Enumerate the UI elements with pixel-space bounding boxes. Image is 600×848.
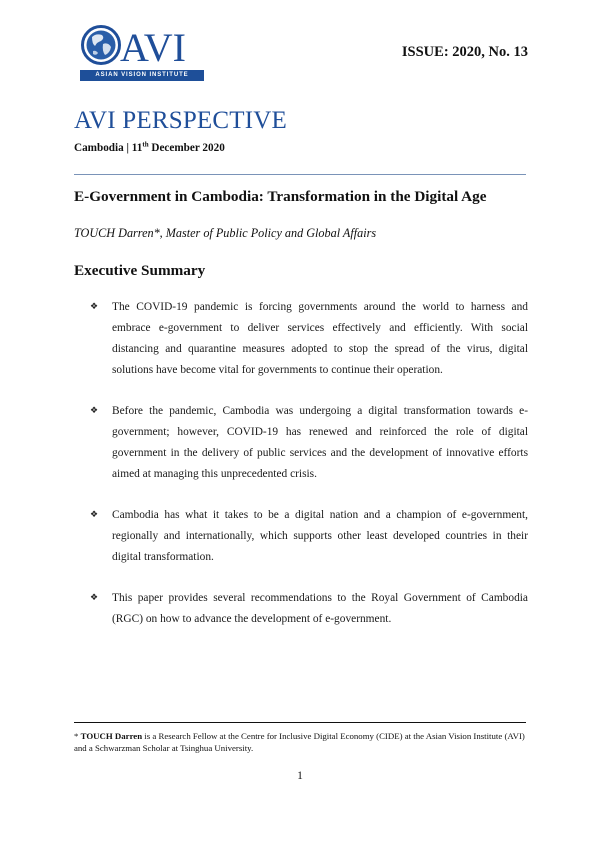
diamond-bullet-icon: ❖ [90,510,99,520]
diamond-bullet-icon: ❖ [90,302,99,312]
header-divider [74,174,526,175]
list-item-text: Before the pandemic, Cambodia was undergoing a digital transformation towards e-government; however, COVID-19 has renewed and reinforced the role of digital government in the delivery of public services and the development of innovative efforts aimed at managing this unprecedented crisis. [112,405,528,480]
issue-number: ISSUE: 2020, No. 13 [401,44,528,60]
footnote-text: is a Research Fellow at the Centre for Inclusive Digital Economy (CIDE) at the Asian Vision Institute (AVI) and a Schwarzman Scholar at Tsinghua University. [74,731,525,753]
list-item-text: Cambodia has what it takes to be a digital nation and a champion of e-government, regionally and internationally, which supports other least developed countries in their digital transformation. [112,509,528,563]
list-item [90,505,528,568]
dateline-superscript: th [142,140,149,149]
footnote [74,731,530,754]
list-item-text: This paper provides several recommendations to the Royal Government of Cambodia (RGC) on how to advance the development of e-government. [112,592,528,625]
dateline-suffix: December 2020 [148,142,225,154]
summary-list [90,297,528,650]
logo-caption: ASIAN VISION INSTITUTE [80,70,204,81]
diamond-bullet-icon: ❖ [90,406,99,416]
series-title: AVI PERSPECTIVE [74,107,287,134]
list-item [90,297,528,381]
diamond-bullet-icon: ❖ [90,593,99,603]
logo-wordmark: AVI [120,25,186,70]
footnote-author: TOUCH Darren [80,731,143,741]
list-item [90,401,528,485]
list-item-text: The COVID-19 pandemic is forcing governments around the world to harness and embrace e-government to deliver services effectively and efficiently. With social distancing and quarantine measures adopted to stop the spread of the virus, digital solutions have become vital for governments to continue their operation. [112,301,528,376]
dateline [74,142,225,154]
list-item [90,588,528,630]
author-line: TOUCH Darren*, Master of Public Policy and Global Affairs [74,226,377,240]
footnote-divider [74,722,526,723]
page-number: 1 [297,770,303,782]
avi-logo [80,24,208,86]
dateline-prefix: Cambodia | 11 [74,142,143,154]
footnote-marker: * [74,731,81,741]
globe-icon [80,24,208,70]
section-heading: Executive Summary [74,262,206,279]
paper-title: E-Government in Cambodia: Transformation in the Digital Age [74,188,487,205]
